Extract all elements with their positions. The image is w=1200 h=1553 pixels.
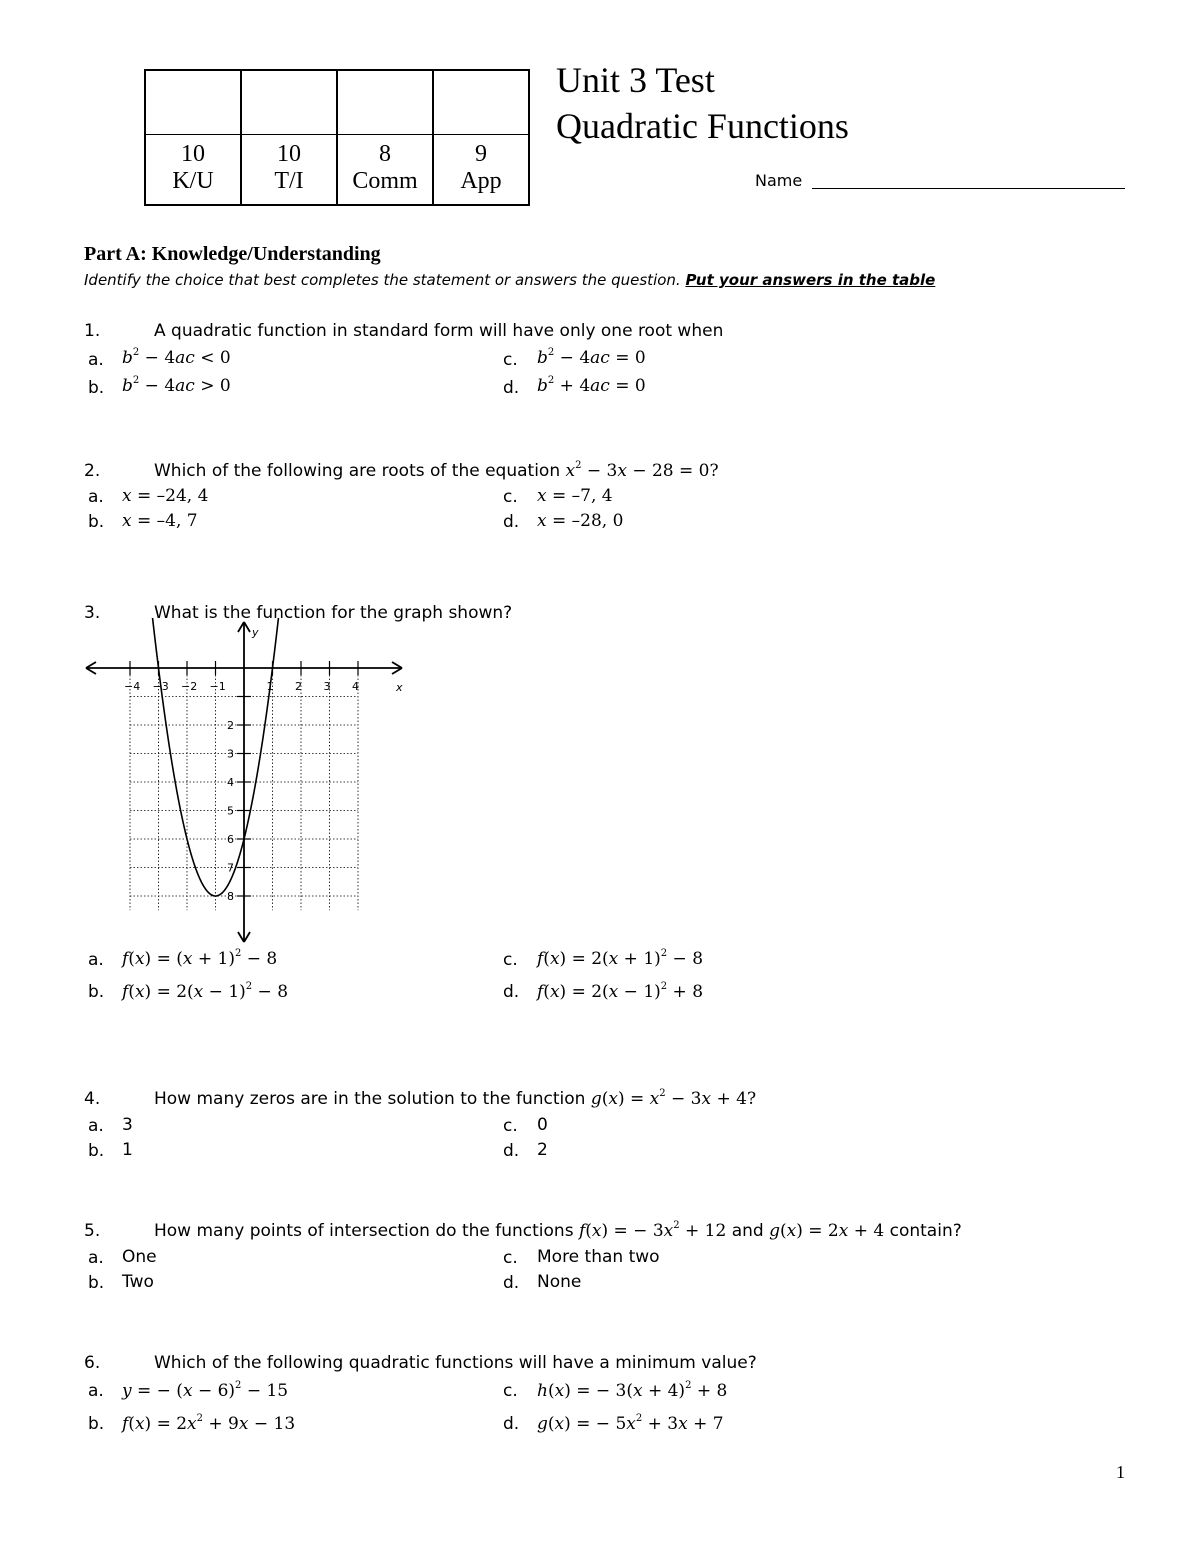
option-d[interactable]: 2 <box>537 1140 548 1160</box>
parabola-graph <box>80 618 410 948</box>
x-tick-label: −3 <box>152 680 169 693</box>
option-letter: d. <box>503 1273 520 1293</box>
name-label: Name <box>755 171 803 190</box>
option-letter: c. <box>503 1248 518 1268</box>
marks-category: Comm <box>337 168 433 205</box>
marks-points: 10 <box>241 135 337 169</box>
question-equation: $x^2 - 3x - 28 = 0$? <box>565 460 719 481</box>
option-letter: c. <box>503 1116 518 1136</box>
option-letter: b. <box>88 1141 105 1161</box>
option-letter: c. <box>503 1381 518 1401</box>
y-tick-label: 4 <box>227 776 234 789</box>
marks-cell-ku[interactable] <box>145 70 241 135</box>
option-letter: b. <box>88 512 105 532</box>
question-number: 2. <box>84 461 101 481</box>
option-b[interactable]: $f(x) = 2x^2 + 9x - 13$ <box>122 1413 296 1434</box>
option-letter: b. <box>88 378 105 398</box>
marks-points: 10 <box>145 135 241 169</box>
y-tick-label: 5 <box>227 804 234 818</box>
option-b[interactable]: Two <box>122 1272 154 1292</box>
instruction-emphasis: Put your answers in the table <box>685 271 936 289</box>
marks-cell-ti[interactable] <box>241 70 337 135</box>
question-prompt-text: How many zeros are in the solution to the function <box>154 1089 586 1109</box>
option-b[interactable]: x = –4, 7 <box>122 511 198 531</box>
x-axis-label: x <box>396 681 403 694</box>
marks-points: 8 <box>337 135 433 169</box>
option-a[interactable]: One <box>122 1247 157 1267</box>
test-title <box>556 57 849 149</box>
marks-table <box>144 69 530 206</box>
option-letter: a. <box>88 1116 104 1136</box>
option-a[interactable]: $f(x) = (x + 1)^2 - 8$ <box>122 948 278 969</box>
option-a[interactable]: 3 <box>122 1115 133 1135</box>
test-title-line2: Quadratic Functions <box>556 106 849 146</box>
option-letter: d. <box>503 378 520 398</box>
marks-blank-row <box>145 70 529 135</box>
page-number: 1 <box>1116 1462 1125 1482</box>
marks-category: App <box>433 168 529 205</box>
question-prompt: A quadratic function in standard form will have only one root when <box>154 321 724 341</box>
option-letter: a. <box>88 350 104 370</box>
y-axis-label: y <box>252 626 259 639</box>
option-c[interactable]: x = –7, 4 <box>537 486 613 506</box>
question-equation-g: g(x) = 2x + 4 <box>769 1221 885 1241</box>
option-c[interactable]: h(x) = − $3(x + 4)^2 + 8$ <box>537 1380 728 1401</box>
question-prompt-and: and <box>731 1221 764 1241</box>
y-tick-label: 8 <box>227 890 234 903</box>
y-tick-label: 2 <box>227 719 234 732</box>
option-d[interactable]: g(x) = − $5x^2 + 3x + 7$ <box>537 1413 724 1434</box>
option-d[interactable]: None <box>537 1272 582 1292</box>
instruction-text: Identify the choice that best completes the statement or answers the question. <box>84 271 681 289</box>
option-letter: b. <box>88 1414 105 1434</box>
option-b[interactable]: 1 <box>122 1140 133 1160</box>
question-prompt <box>154 1221 962 1241</box>
option-letter: a. <box>88 1248 104 1268</box>
x-tick-label: −1 <box>209 680 226 693</box>
option-c[interactable]: More than two <box>537 1247 660 1267</box>
marks-category: T/I <box>241 168 337 205</box>
option-letter: a. <box>88 487 104 507</box>
option-letter: d. <box>503 1414 520 1434</box>
x-tick-label: 1 <box>266 680 274 693</box>
option-letter: a. <box>88 950 104 970</box>
option-c[interactable]: $b^2 - 4ac = 0$ <box>537 347 646 368</box>
y-tick-label: 6 <box>227 833 234 846</box>
x-tick-label: 4 <box>352 680 359 693</box>
question-prompt: What is the function for the graph shown? <box>154 603 513 623</box>
option-a[interactable]: $b^2 - 4ac < 0$ <box>122 347 231 368</box>
x-tick-label: −2 <box>181 680 198 693</box>
option-b[interactable]: $f(x) = 2(x - 1)^2 - 8$ <box>122 981 289 1002</box>
option-d[interactable]: $b^2 + 4ac = 0$ <box>537 375 646 396</box>
option-a[interactable]: y = − $(x - 6)^2 - 15$ <box>122 1380 289 1401</box>
option-letter: c. <box>503 350 518 370</box>
marks-cell-app[interactable] <box>433 70 529 135</box>
question-prompt <box>154 1089 756 1109</box>
marks-points-row <box>145 135 529 169</box>
question-number: 5. <box>84 1221 101 1241</box>
option-d[interactable]: x = –28, 0 <box>537 511 624 531</box>
option-a[interactable]: x = –24, 4 <box>122 486 209 506</box>
part-a-heading: Part A: Knowledge/Understanding <box>84 243 381 265</box>
option-letter: c. <box>503 950 518 970</box>
test-title-line1: Unit 3 Test <box>556 60 715 100</box>
question-prompt-text: Which of the following are roots of the equation <box>154 461 561 481</box>
marks-points: 9 <box>433 135 529 169</box>
name-field[interactable] <box>812 188 1125 189</box>
option-letter: d. <box>503 512 520 532</box>
question-prompt: Which of the following quadratic functions will have a minimum value? <box>154 1353 757 1373</box>
marks-cell-comm[interactable] <box>337 70 433 135</box>
part-a-instruction <box>84 271 935 289</box>
option-letter: b. <box>88 982 105 1002</box>
option-c[interactable]: $f(x) = 2(x + 1)^2 - 8$ <box>537 948 704 969</box>
option-letter: a. <box>88 1381 104 1401</box>
option-letter: b. <box>88 1273 105 1293</box>
x-tick-label: 3 <box>323 680 331 693</box>
question-equation: $g(x) = x^2 - 3x + 4$? <box>590 1088 757 1109</box>
question-prompt <box>154 461 719 481</box>
marks-category-row <box>145 168 529 205</box>
option-letter: d. <box>503 1141 520 1161</box>
question-prompt-text: How many points of intersection do the functions <box>154 1221 574 1241</box>
option-d[interactable]: $f(x) = 2(x - 1)^2 + 8$ <box>537 981 704 1002</box>
question-number: 3. <box>84 603 101 623</box>
question-equation-f: f(x) = − $3x^2 + 12$ <box>578 1220 727 1241</box>
option-b[interactable]: $b^2 - 4ac > 0$ <box>122 375 231 396</box>
y-tick-label: 7 <box>227 861 234 875</box>
question-number: 1. <box>84 321 101 341</box>
y-tick-label: 3 <box>227 747 234 761</box>
x-tick-label: −4 <box>124 680 141 693</box>
option-c[interactable]: 0 <box>537 1115 548 1135</box>
marks-category: K/U <box>145 168 241 205</box>
question-number: 6. <box>84 1353 101 1373</box>
question-number: 4. <box>84 1089 101 1109</box>
option-letter: d. <box>503 982 520 1002</box>
x-tick-label: 2 <box>295 680 302 693</box>
option-letter: c. <box>503 487 518 507</box>
question-prompt-end: contain? <box>889 1221 962 1241</box>
